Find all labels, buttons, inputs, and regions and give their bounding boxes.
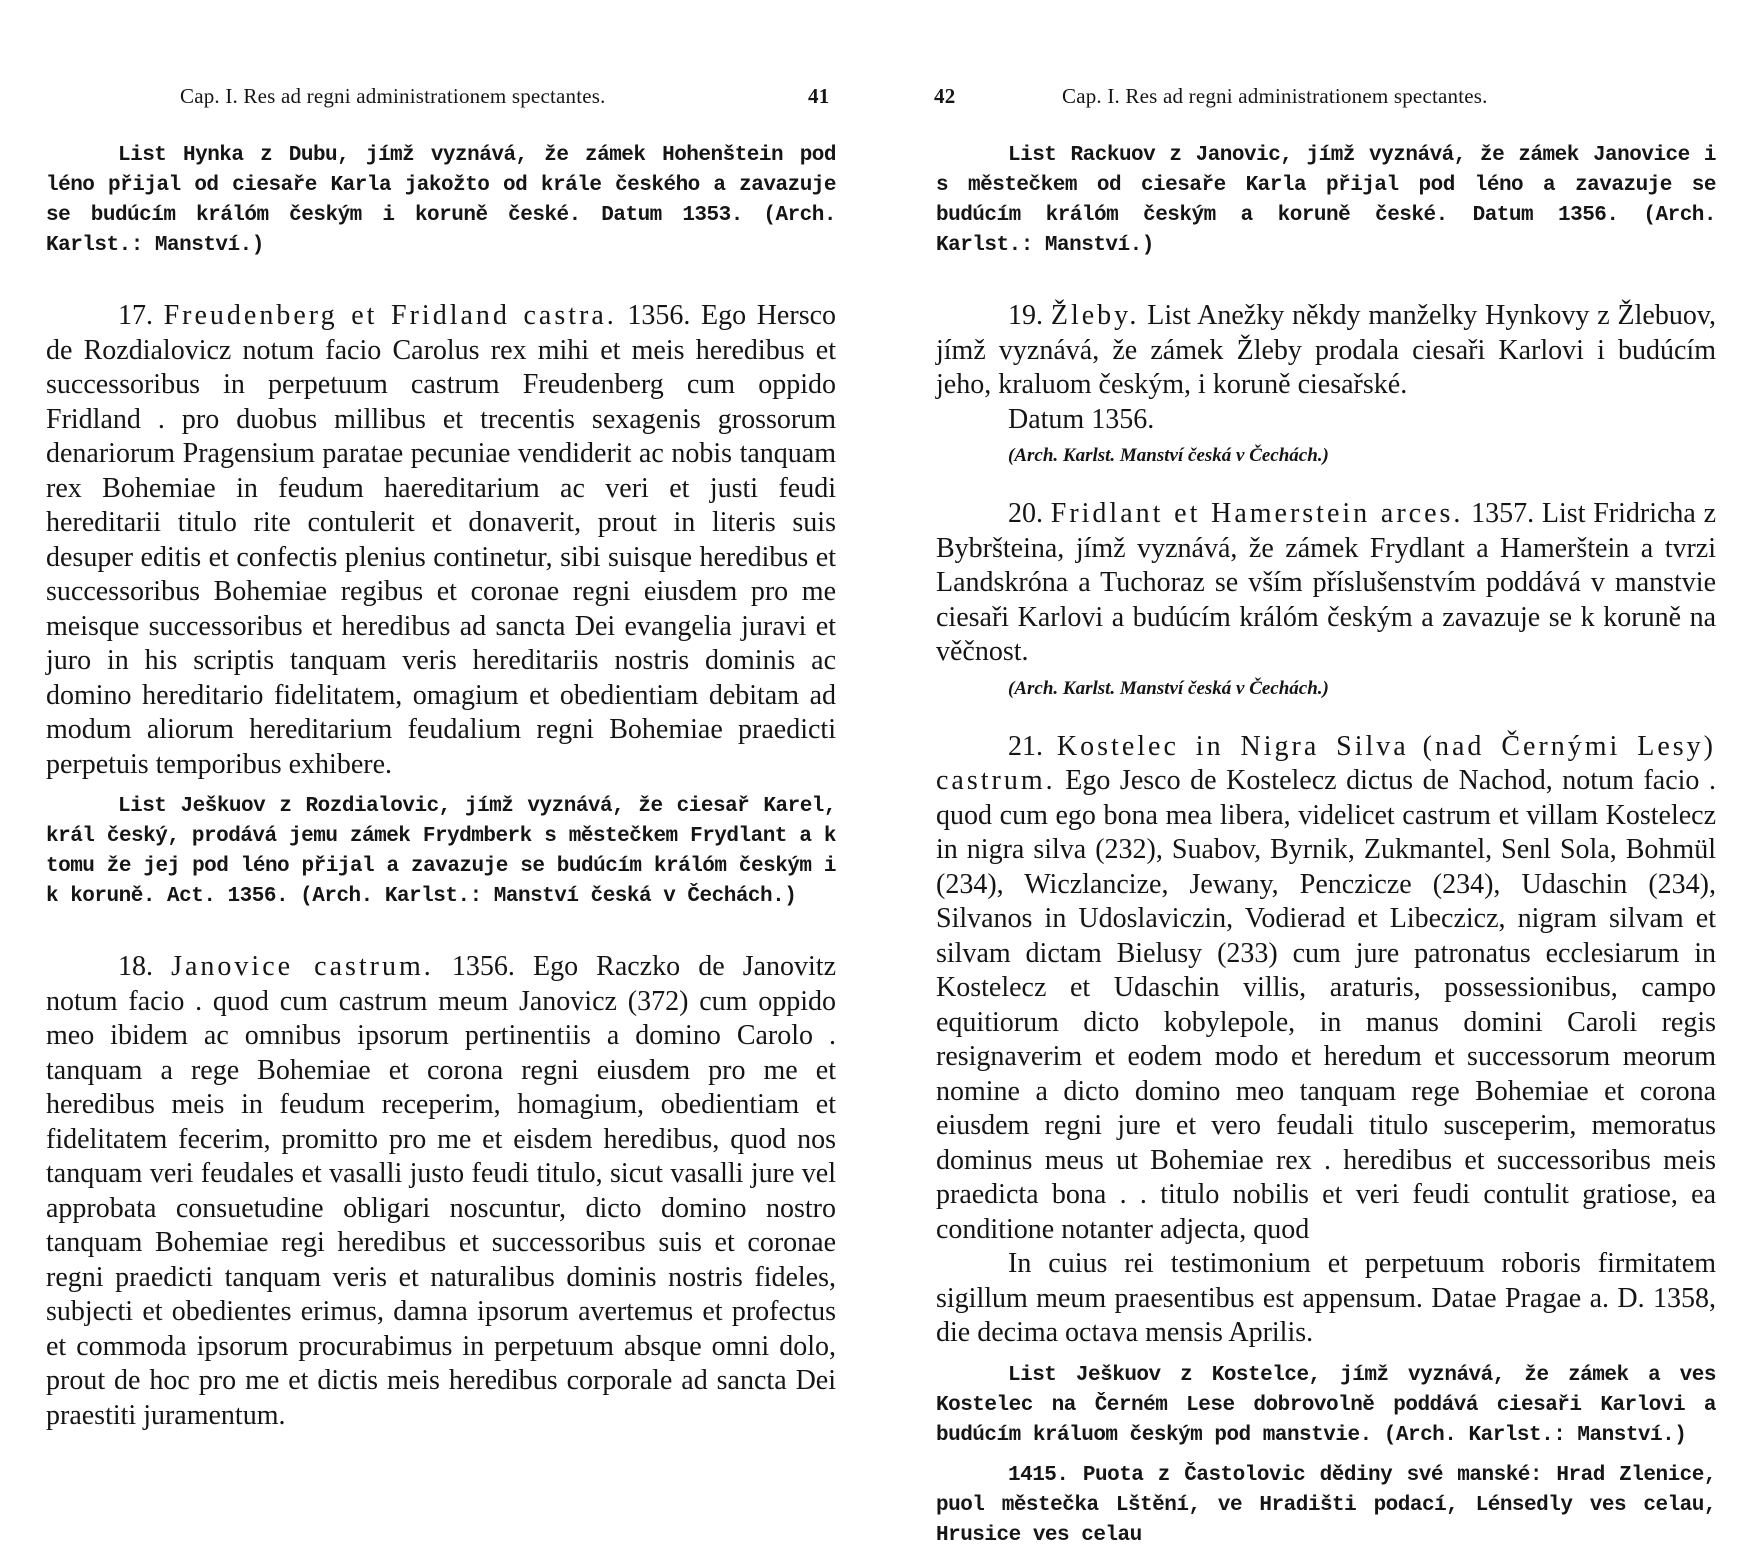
entry-number: 20. bbox=[1008, 498, 1043, 529]
left-page bbox=[0, 0, 876, 1500]
regest-paragraph: List Rackuov z Janovic, jímž vyznává, že zámek Janovice i s městečkem od ciesaře Karla přijal pod léno a zavazuje se budúcím králóm českým a koruně české. Datum 1356. (Arch. Karlst.: Manství.) bbox=[936, 144, 1716, 257]
entry-heading: Fridlant et Hamerstein arces. bbox=[1050, 498, 1464, 529]
entry-number: 1415. bbox=[1008, 1463, 1069, 1487]
entry-text: Puota z Častolovic dědiny své manské: Hrad Zlenice, puol městečka Lštění, ve Hradišti podací, Lénsedly ves celau, Hrusice ves celau bbox=[936, 1463, 1716, 1547]
right-page-content bbox=[936, 141, 1716, 1551]
entry-1415 bbox=[936, 1461, 1716, 1551]
page-number: 42 bbox=[934, 84, 956, 108]
entry-text: Ego Jesco de Kostelecz dictus de Nachod, notum facio . quod cum ego bona mea libera, videlicet castrum et villam Kostelecz in nigra silva (232), Suabov, Byrnik, Zukmantel, Senl Sola, Bohmül (234), Wiczlancize, Jewany, Penczicze (234), Udaschin (234), Silvanos in Udoslaviczin, Vodierad et Libeczicz, nigram silvam et silvam dictam Bielusy (233) cum jure patronatus ecclesiarum in Kostelecz et Udaschin villis, araturis, possessionibus, campo equitiorum dicto kobylepole, in manus domini Caroli regis resignaverim et eodem modo et heredum et successorum meorum nomine a dicto domino meo tanquam rege Bohemiae et corona eiusdem regni jure et vero feudali titulo susceperim, memoratus dominus meus ut Bohemiae rex . heredibus et successoribus meis praedicta bona . . titulo nobilis et veri feudi contulit gratiose, ea conditione notanter adjecta, quod bbox=[936, 765, 1716, 1245]
running-title: Cap. I. Res ad regni administrationem spectantes. bbox=[1062, 84, 1488, 108]
archive-reference: (Arch. Karlst. Manství česká v Čechách.) bbox=[1008, 445, 1329, 466]
entry-number: 19. bbox=[1008, 300, 1043, 331]
left-page-content bbox=[46, 141, 836, 1433]
entry-heading-continued: (nad Černými Lesy) castrum. bbox=[936, 730, 1716, 796]
entry-20 bbox=[936, 497, 1716, 670]
regest-paragraph: List Hynka z Dubu, jímž vyznává, že zámek Hohenštein pod léno přijal od ciesaře Karla jakožto od krále českého a zavazuje se budúcím králóm českým i koruně české. Datum 1353. (Arch. Karlst.: Manství.) bbox=[46, 144, 836, 257]
regest-paragraph: List Ješkuov z Kostelce, jímž vyznává, že zámek a ves Kostelec na Černém Lese dobrovolně poddává ciesaři Karlovi a budúcím králuom českým pod manstvie. (Arch. Karlst.: Manství.) bbox=[936, 1363, 1716, 1447]
entry-text: 1356. Ego Raczko de Janovitz notum facio . quod cum castrum meum Janovicz (372) cum oppido meo ibidem ac omnibus ipsorum pertinentiis a domino Carolo . tanquam a rege Bohemiae et corona regni eiusdem pro me et heredibus meis in feudum receperim, homagium, obedientiam et fidelitatem fecerim, promitto pro me et eisdem heredibus, quod nos tanquam veri feudales et vasalli justo feudi titulo, sicut vasalli jure vel approbata consuetudine obligari noscuntur, dicto domino nostro tanquam Bohemiae regi heredibus et successoribus suis et coronae regni praedicti tanquam veris et naturalibus dominis nostris fideles, subjecti et obedientes erimus, damna ipsorum avertemus et profectus et commoda ipsorum procurabimus in perpetuum absque omni dolo, prout de hoc pro me et dictis meis heredibus corporale ad sancta Dei praestiti juramentum. bbox=[46, 951, 837, 1431]
entry-number: 18. bbox=[118, 951, 153, 982]
page-number: 41 bbox=[808, 84, 830, 108]
entry-19 bbox=[936, 299, 1716, 403]
entry-text-continued: In cuius rei testimonium et perpetuum roboris firmitatem sigillum meum praesentibus est appensum. Datae Pragae a. D. 1358, die decima octava mensis Aprilis. bbox=[936, 1248, 1716, 1348]
entry-text: List Anežky někdy manželky Hynkovy z Žlebuov, jímž vyznává, že zámek Žleby prodala ciesaři Karlovi i budúcím jeho, kraluom českým, i koruně ciesařské. bbox=[936, 300, 1716, 400]
entry-17 bbox=[46, 299, 836, 782]
entry-text: 1356. Ego Hersco de Rozdialovicz notum facio Carolus rex mihi et meis heredibus et successoribus in perpetuum castrum Freudenberg cum oppido Fridland . pro duobus millibus et trecentis sexagenis grossorum denariorum Pragensium paratae pecuniae vendiderit ac nobis tanquam rex Bohemiae in feudum haereditarium ac veri et justi feudi hereditarii titulo rite contulerit et donaverit, prout in literis suis desuper editis et confectis plenius continetur, sibi suisque heredibus et successoribus Bohemiae regibus et coronae regni eiusdem pro me meisque successoribus et heredibus ad sancta Dei evangelia juravi et juro in his scriptis tanquam veris hereditariis nostris dominis ac domino hereditario fidelitatem, omagium et obedientiam debitam ad modum aliorum hereditarium feudalium regni Bohemiae praedicti perpetuis temporibus exhibere. bbox=[46, 300, 837, 780]
entry-heading: Žleby. bbox=[1050, 300, 1140, 331]
entry-18 bbox=[46, 950, 836, 1433]
running-title: Cap. I. Res ad regni administrationem spectantes. bbox=[180, 84, 606, 108]
entry-heading: Kostelec in Nigra Silva bbox=[1056, 730, 1409, 762]
entry-heading: Janovice castrum. bbox=[171, 951, 434, 982]
entry-text: 1357. List Fridricha z Bybršteina, jímž vyznává, že zámek Frydlant a Hamerštein a tvrzi Landskróna a Tuchoraz se vším příslušenstvím poddává v manstvie ciesaři Karlovi a budúcím králóm českým a zavazuje se k koruně na věčnost. bbox=[936, 498, 1717, 667]
entry-21 bbox=[936, 730, 1716, 1248]
entry-date: Datum 1356. bbox=[1008, 403, 1155, 435]
archive-reference: (Arch. Karlst. Manství česká v Čechách.) bbox=[1008, 677, 1329, 699]
entry-heading: Freudenberg et Fridland castra. bbox=[163, 300, 617, 331]
regest-paragraph: List Ješkuov z Rozdialovic, jímž vyznává, že ciesař Karel, král český, prodává jemu zámek Frydmberk s městečkem Frydlant a k tomu že jej pod léno přijal a zavazuje se budúcím králóm českým i k koruně. Act. 1356. (Arch. Karlst.: Manství česká v Čechách.) bbox=[46, 795, 836, 908]
entry-number: 17. bbox=[118, 300, 153, 331]
right-page bbox=[876, 0, 1752, 1547]
entry-number: 21. bbox=[1008, 730, 1043, 762]
